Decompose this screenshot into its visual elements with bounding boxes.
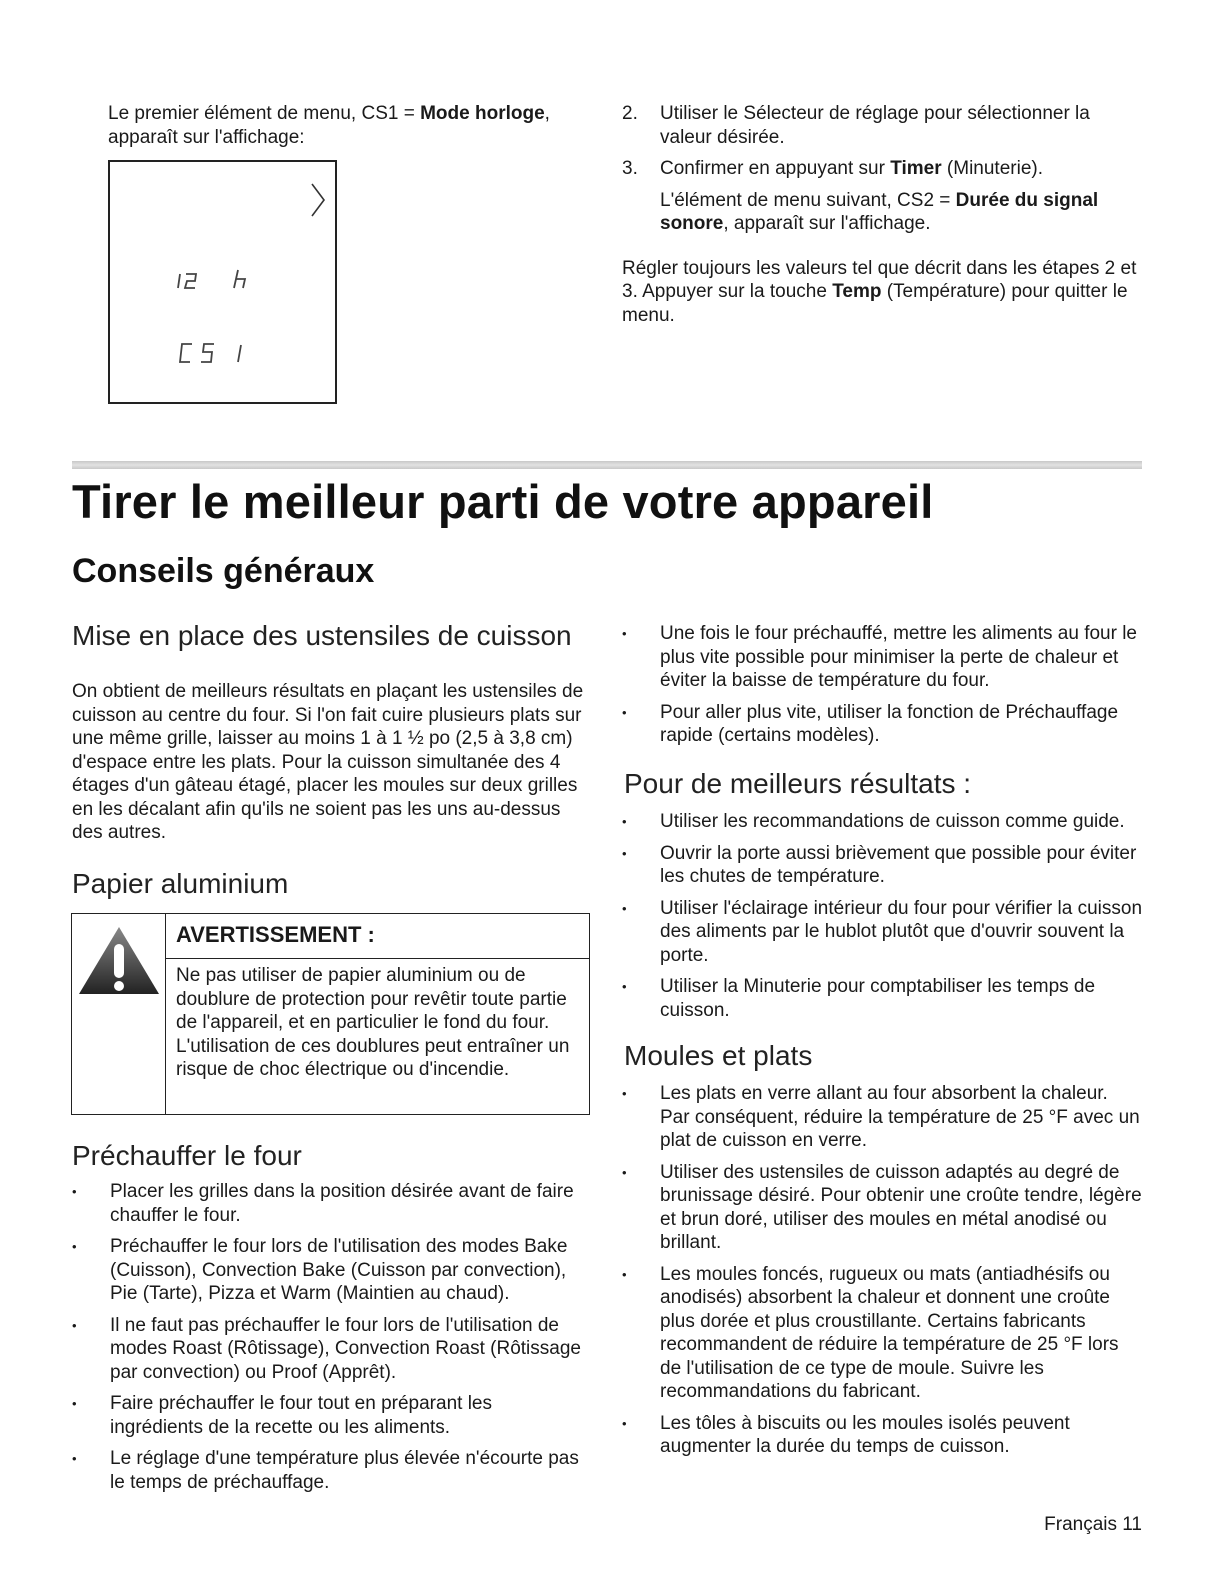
papier-title: Papier aluminium [72, 868, 289, 899]
warning-triangle-icon [72, 922, 165, 1002]
intro-paragraph: Le premier élément de menu, CS1 = Mode horloge, apparaît sur l'affichage: [108, 103, 550, 148]
list-item: • Placer les grilles dans la position désirée avant de faire chauffer le four. [72, 1180, 588, 1227]
step-3-note: L'élément de menu suivant, CS2 = Durée du signal sonore, apparaît sur l'affichage. [660, 189, 1099, 234]
main-title: Tirer le meilleur parti de votre appareil [72, 475, 934, 528]
list-item: • Utiliser des ustensiles de cuisson adaptés au degré de brunissage désiré. Pour obtenir une croûte tendre, légère et brun doré, utiliser des moules en métal anodisé ou brillant. [622, 1161, 1142, 1255]
lcd-display [108, 160, 337, 404]
resultats-list [622, 810, 1146, 1030]
ustensiles-title: Mise en place des ustensiles de cuisson [72, 620, 572, 651]
list-item: • Il ne faut pas préchauffer le four lors de l'utilisation de modes Roast (Rôtissage), Convection Roast (Rôtissage par convection) ou Proof (Apprêt). [72, 1314, 588, 1385]
resultats-title: Pour de meilleurs résultats : [624, 768, 972, 799]
list-item: • Faire préchauffer le four tout en préparant les ingrédients de la recette ou les aliments. [72, 1392, 588, 1439]
step-2: 2. Utiliser le Sélecteur de réglage pour sélectionner la valeur désirée. [622, 103, 1090, 148]
list-item: • Utiliser les recommandations de cuisson comme guide. [622, 810, 1146, 834]
list-item: • Le réglage d'une température plus élevée n'écourte pas le temps de préchauffage. [72, 1447, 588, 1494]
list-item: • Ouvrir la porte aussi brièvement que possible pour éviter les chutes de température. [622, 842, 1146, 889]
warning-box [71, 913, 590, 1115]
list-item: • Utiliser la Minuterie pour comptabiliser les temps de cuisson. [622, 975, 1146, 1022]
prechauffer-title: Préchauffer le four [72, 1140, 302, 1171]
list-item: • Pour aller plus vite, utiliser la fonction de Préchauffage rapide (certains modèles). [622, 701, 1142, 748]
list-item: • Une fois le four préchauffé, mettre les aliments au four le plus vite possible pour minimiser la perte de chaleur et éviter la baisse de température du four. [622, 622, 1142, 693]
list-item: • Les moules foncés, rugueux ou mats (antiadhésifs ou anodisés) absorbent la chaleur et donnent une croûte plus dorée et plus croustillante. Certains fabricants recommandent de réduire la température de 25 °F lors de l'utilisation de ce type de moule. Suivre les recommandations du fabricant. [622, 1263, 1142, 1404]
prechauffer-list [72, 1180, 588, 1502]
regler-paragraph: Régler toujours les valeurs tel que décrit dans les étapes 2 et 3. Appuyer sur la touche Temp (Température) pour quitter le menu. [622, 257, 1137, 326]
chevron-right-icon [312, 184, 324, 216]
lcd-line-12h [178, 270, 245, 288]
lcd-line-cs1 [180, 344, 241, 362]
step-3: 3. Confirmer en appuyant sur Timer (Minuterie). [622, 158, 1043, 179]
moules-list [622, 1082, 1142, 1467]
ustensiles-paragraph: On obtient de meilleurs résultats en plaçant les ustensiles de cuisson au centre du four. Si l'on fait cuire plusieurs plats sur une même grille, laisser au moins 1 à 1 ½ po (2,5 à 3,8 cm) d'espace entre les plats. Pour la cuisson simultanée des 4 étages d'un gâteau étagé, placer les moules sur deux grilles en les décalant afin qu'ils ne soient pas les uns au-dessus des autres. [72, 681, 584, 843]
list-item: • Préchauffer le four lors de l'utilisation des modes Bake (Cuisson), Convection Bake (Cuisson par convection), Pie (Tarte), Pizza et Warm (Maintien au chaud). [72, 1235, 588, 1306]
mode-horloge-label: Mode horloge [420, 103, 545, 124]
list-item: • Les plats en verre allant au four absorbent la chaleur. Par conséquent, réduire la température de 25 °F avec un plat de cuisson en verre. [622, 1082, 1142, 1153]
list-item: • Utiliser l'éclairage intérieur du four pour vérifier la cuisson des aliments par le hublot plutôt que d'ouvrir souvent la porte. [622, 897, 1146, 968]
warning-title: AVERTISSEMENT : [176, 922, 375, 947]
numbered-steps [622, 102, 1142, 327]
warning-text: Ne pas utiliser de papier aluminium ou de doublure de protection pour revêtir toute partie de l'appareil, et en particulier le fond du four. L'utilisation de ces doublures peut entraîner un risque de choc électrique ou d'incendie. [176, 965, 570, 1080]
section-title: Conseils généraux [72, 552, 375, 590]
page-footer: Français 11 [1044, 1514, 1142, 1535]
moules-title: Moules et plats [624, 1040, 813, 1071]
section-divider [72, 461, 1142, 469]
list-item: • Les tôles à biscuits ou les moules isolés peuvent augmenter la durée du temps de cuisson. [622, 1412, 1142, 1459]
lcd-segments [110, 162, 339, 406]
right-top-list [622, 622, 1142, 756]
